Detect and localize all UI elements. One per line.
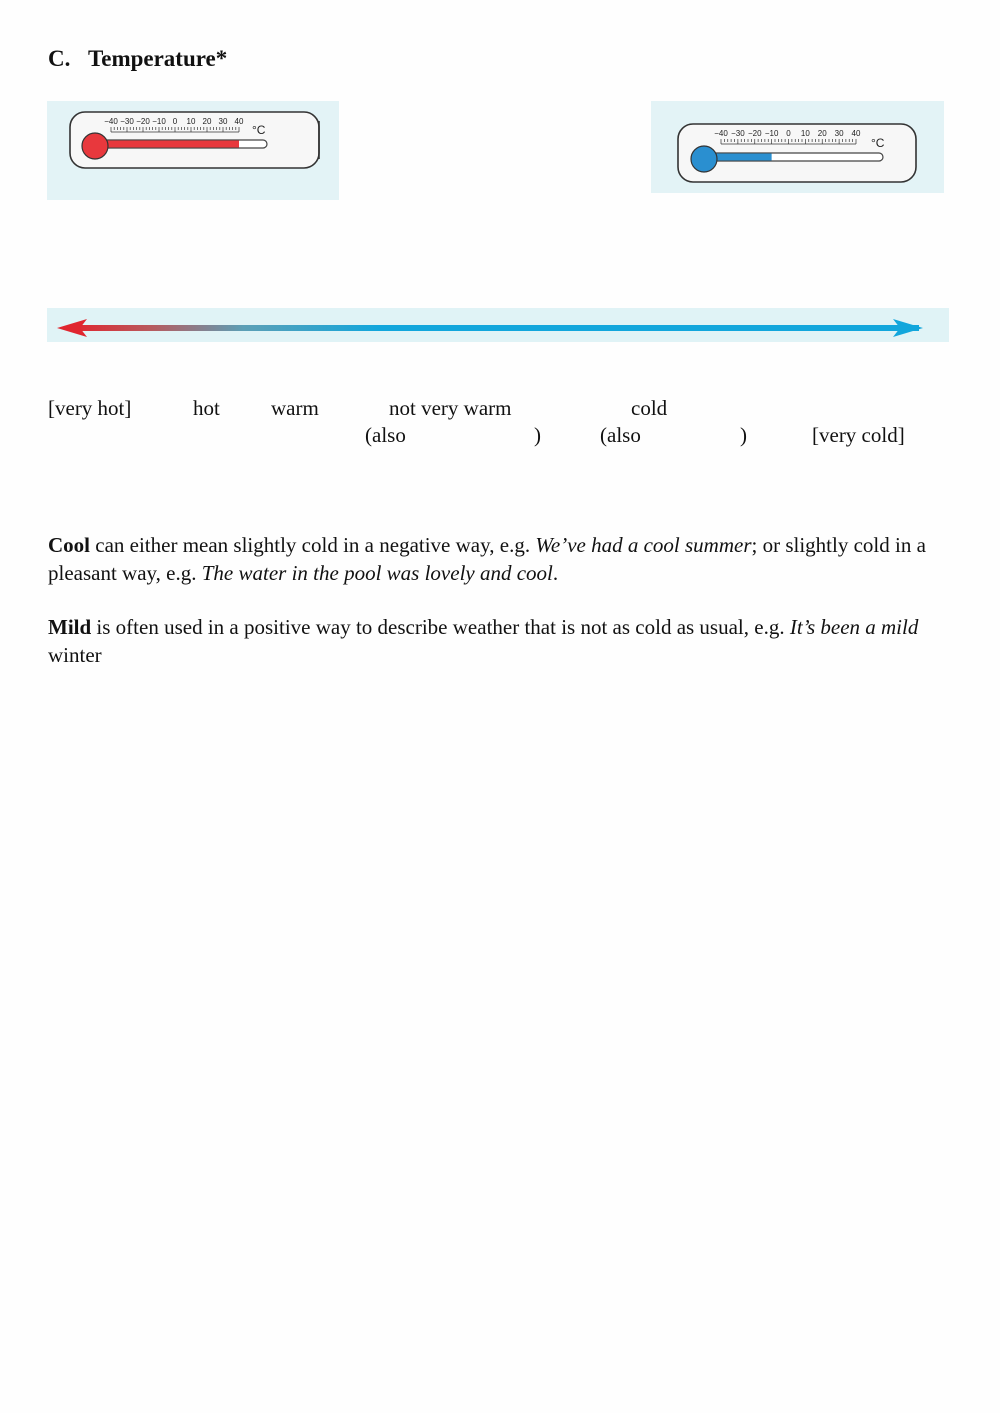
thermometer-hot-mercury [91, 141, 239, 148]
thermometer-hot-scale-label: 0 [172, 117, 178, 126]
note-cool [48, 531, 953, 587]
scale-word-warm: warm [271, 396, 319, 420]
thermometer-hot-scale-label: −30 [120, 117, 134, 126]
thermometer-hot-scale-label: −20 [136, 117, 150, 126]
thermometer-cold-unit: °C [871, 136, 885, 150]
scale-word-very-hot: [very hot] [48, 396, 132, 420]
thermometer-hot-unit: °C [252, 123, 266, 137]
thermometer-hot-bulb [82, 133, 108, 159]
thermometer-hot-scale-label: 20 [202, 117, 212, 126]
scale-word-hot: hot [193, 396, 220, 420]
thermometer-cold-scale-label: 20 [817, 129, 827, 138]
thermometer-cold-scale-label: −30 [731, 129, 745, 138]
note-cool-example-2: The water in the pool was lovely and cool [201, 561, 553, 585]
note-cool-term: Cool [48, 533, 90, 557]
note-mild [48, 613, 953, 669]
scale-word-very-cold: [very cold] [812, 423, 905, 447]
thermometer-cold-panel [651, 101, 944, 193]
also-open-1: (also [365, 423, 406, 447]
section-title: Temperature* [88, 46, 228, 71]
thermometer-hot-scale-label: −10 [152, 117, 166, 126]
also-open-2: (also [600, 423, 641, 447]
thermometer-hot-scale-label: −40 [104, 117, 118, 126]
thermometer-hot-scale-label: 10 [186, 117, 196, 126]
section-letter: C. [48, 46, 71, 71]
thermometer-cold-scale-label: 30 [834, 129, 844, 138]
note-mild-text: is often used in a positive way to describe weather that is not as cold as usual, e.g. [91, 615, 790, 639]
scale-word-cold: cold [631, 396, 668, 420]
thermometer-hot-scale-label: 30 [218, 117, 228, 126]
note-mild-example: It’s been a mild [789, 615, 919, 639]
thermometer-hot [47, 101, 339, 200]
also-close-2: ) [740, 423, 747, 447]
temperature-scale-arrow [47, 308, 949, 342]
section-heading [48, 46, 227, 72]
thermometer-cold-scale-label: −10 [764, 129, 779, 138]
thermometer-hot-panel [47, 101, 339, 200]
thermometer-cold-bulb [691, 146, 717, 172]
thermometer-cold-scale-label: 40 [851, 129, 861, 138]
note-mild-term: Mild [48, 615, 92, 639]
note-cool-text: can either mean slightly cold in a negative way, e.g. [90, 533, 536, 557]
note-mild-text-2: winter [48, 643, 102, 667]
scale-word-not-very-warm: not very warm [389, 396, 512, 420]
thermometer-cold-scale-label: −20 [747, 129, 762, 138]
note-cool-example-1: We’ve had a cool summer [535, 533, 752, 557]
thermometer-cold-scale-label: −40 [714, 129, 728, 138]
thermometer-cold-scale-label: 10 [800, 129, 810, 138]
scale-arrow-shaft [75, 325, 919, 331]
also-close-1: ) [534, 423, 541, 447]
thermometer-hot-scale-label: 40 [234, 117, 244, 126]
thermometer-cold [651, 101, 944, 193]
thermometer-cold-scale-label: 0 [786, 129, 791, 138]
note-cool-text-2: ; or slightly cold in a pleasant way, e.g. [48, 533, 926, 585]
note-cool-text-3: . [552, 561, 559, 585]
